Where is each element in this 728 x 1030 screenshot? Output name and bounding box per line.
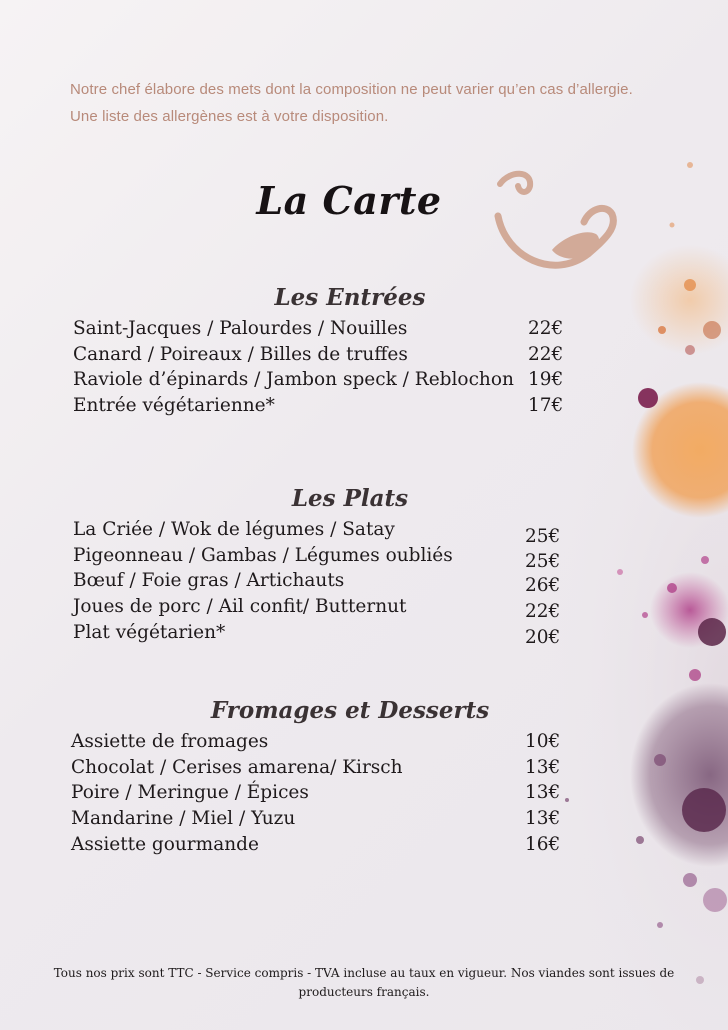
dish-name: Chocolat / Cerises amarena/ Kirsch: [71, 756, 403, 778]
menu-title: La Carte: [256, 178, 442, 223]
dish-name: Raviole d’épinards / Jambon speck / Reblochon: [73, 369, 514, 391]
fromages-desserts-list: [71, 729, 561, 857]
smile-swirl-logo: [492, 168, 624, 280]
dish-name: Poire / Meringue / Épices: [71, 782, 309, 804]
menu-item: [73, 393, 563, 419]
entrees-list: [73, 316, 563, 419]
dish-price: 10€: [525, 731, 561, 752]
dish-price: 13€: [525, 756, 561, 778]
dish-price: 22€: [525, 601, 561, 623]
dish-price: 13€: [525, 808, 561, 830]
menu-item: [73, 316, 563, 342]
menu-item: [71, 806, 561, 832]
dish-name: La Criée / Wok de légumes / Satay: [73, 519, 395, 540]
menu-item: [73, 594, 563, 623]
dish-name: Assiette gourmande: [71, 833, 259, 855]
dish-price: 22€: [528, 343, 564, 365]
dish-price: 13€: [525, 782, 561, 804]
dish-price: 25€: [525, 550, 561, 572]
dish-price: 26€: [525, 575, 561, 597]
dish-price: 22€: [528, 318, 564, 339]
menu-item: [73, 367, 563, 393]
section-title-fromages-desserts: Fromages et Desserts: [210, 697, 490, 724]
section-title-entrees: Les Entrées: [274, 284, 426, 311]
section-title-plats: Les Plats: [291, 485, 409, 512]
dish-name: Pigeonneau / Gambas / Légumes oubliés: [73, 544, 453, 566]
menu-item: [71, 780, 561, 806]
dish-name: Assiette de fromages: [71, 731, 269, 752]
dish-name: Mandarine / Miel / Yuzu: [71, 808, 296, 830]
dish-price: 20€: [525, 626, 561, 648]
dish-name: Plat végétarien*: [73, 621, 226, 643]
dish-price: 25€: [525, 526, 561, 547]
price-footer-note: Tous nos prix sont TTC - Service compris - TVA incluse au taux en vigueur. Nos viandes sont issues de producteurs français.: [53, 966, 675, 999]
dish-price: 16€: [525, 833, 561, 855]
menu-item: [73, 517, 563, 547]
dish-price: 19€: [528, 369, 564, 391]
dish-name: Joues de porc / Ail confit/ Butternut: [73, 596, 407, 618]
menu-item: [73, 543, 563, 572]
menu-item: [71, 729, 561, 755]
dish-name: Bœuf / Foie gras / Artichauts: [73, 570, 345, 592]
dish-name: Canard / Poireaux / Billes de truffes: [73, 343, 408, 365]
allergen-notice: Notre chef élabore des mets dont la composition ne peut varier qu’en cas d’allergie. Une liste des allergènes est à votre disposition.: [70, 81, 633, 125]
plats-list: [73, 517, 563, 648]
menu-item: [73, 620, 563, 646]
dish-name: Saint-Jacques / Palourdes / Nouilles: [73, 318, 408, 339]
dish-name: Entrée végétarienne*: [73, 395, 275, 417]
menu-item: [73, 568, 563, 597]
menu-item: [71, 755, 561, 781]
menu-item: [71, 832, 561, 858]
menu-item: [73, 342, 563, 368]
dish-price: 17€: [528, 395, 564, 417]
